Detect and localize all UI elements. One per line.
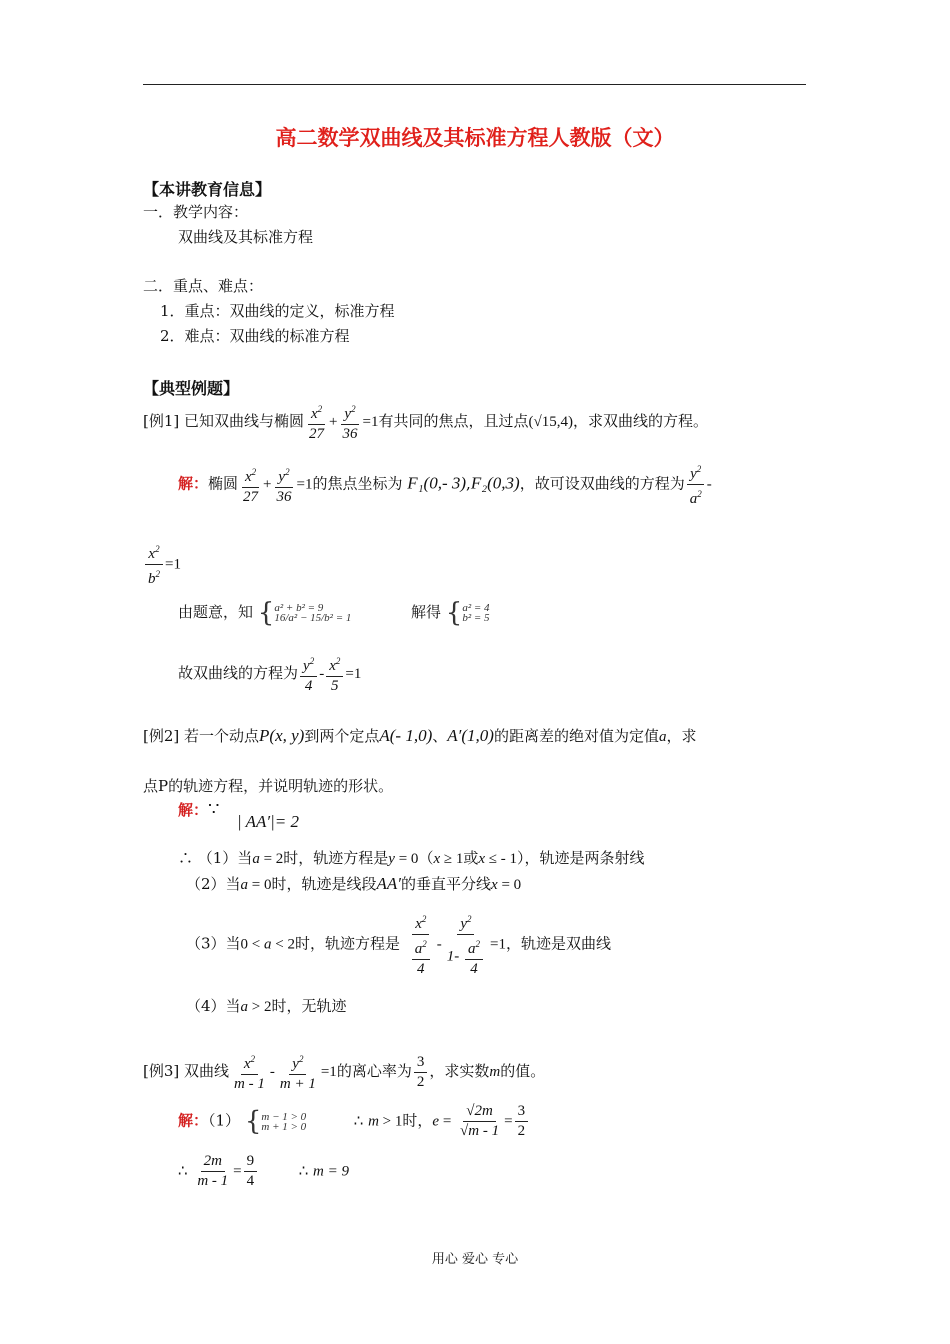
ex2-point-a: A(- 1,0): [379, 726, 433, 745]
ex1-answer: 故双曲线的方程为 $\frac{y^2}{4}$ - $\frac{x^2}{5}$ =1: [178, 652, 361, 696]
item1-label: 一．教学内容：: [143, 203, 249, 221]
ex2-solution-start: [178, 800, 219, 820]
ex1-equation-cont: $\frac{x^2}{b^2}$ =1: [143, 540, 181, 589]
item1-content: 双曲线及其标准方程: [178, 228, 314, 246]
ex1-answer-label: 故双曲线的方程为: [178, 664, 299, 682]
ex1-system-line: [178, 598, 490, 628]
ex3-result: ∴ $\frac{2m}{m - 1}$ = $\frac{9}{4}$ ∴ m = 9: [178, 1153, 349, 1189]
point-2: 2．难点：双曲线的标准方程: [160, 327, 350, 345]
example-1-question: [例1] 已知双曲线与椭圆 $\frac{x^2}{27}$ + $\frac{y^2}{36}$ =1有共同的焦点，且过点(√15,4)，求双曲线的方程。: [143, 400, 708, 444]
ex1-brace-right: {: [445, 598, 463, 628]
section-heading-info: 【本讲教育信息】: [143, 180, 272, 199]
ex1-label: [例1] 已知双曲线与椭圆: [143, 412, 305, 430]
ex3-solution: 解：（1） {m − 1 > 0 m + 1 > 0 ∴ m > 1时，e = $\frac{√2m}{√m - 1}$ = $\frac{3}{2}$: [178, 1102, 530, 1141]
section-heading-examples: 【典型例题】: [143, 379, 240, 398]
because-symbol: ∵: [208, 799, 220, 820]
ex3-answer: m = 9: [313, 1163, 349, 1180]
ex2-tail: 的距离差的绝对值为定值: [493, 727, 659, 745]
ex2-case-1: ∴ （1）当a = 2时，轨迹方程是y = 0（x ≥ 1或x ≤ - 1），轨迹是两条射线: [178, 849, 645, 867]
ex2-aa: | AA′|= 2: [237, 812, 299, 831]
ex2-sol-label: 解：: [178, 801, 209, 819]
top-rule: [143, 84, 806, 85]
ex1-point: (√15,4): [528, 414, 573, 430]
ex1-brace-left: {: [257, 598, 275, 628]
page-title: 高二数学双曲线及其标准方程人教版（文）: [275, 126, 675, 150]
ex2-case-3: （3）当0 < a < 2时，轨迹方程是 $\frac{x^2}{\frac{a^2}{4}}$ - $y^2$ 1- $\frac{a^2}{4}$ =1，轨迹是双曲线: [186, 910, 611, 979]
ex1-solve: 解得: [410, 603, 441, 621]
ex1-sol-label: 解：: [178, 474, 209, 493]
ex3-sol-label: 解：: [178, 1111, 209, 1130]
ex3-system: m − 1 > 0 m + 1 > 0: [261, 1110, 307, 1133]
ex1-system-2: a² = 4 b² = 5: [462, 602, 490, 624]
item2-label: 二．重点、难点：: [143, 277, 264, 295]
ex1-system-1: a² + b² = 9 16/a² − 15/b² = 1: [274, 602, 352, 624]
ex1-sol2: 的焦点坐标为: [312, 474, 403, 493]
ex2-case-4: （4）当a > 2时，无轨迹: [186, 997, 347, 1015]
point-1: 1．重点：双曲线的定义，标准方程: [160, 302, 395, 320]
ex1-sol1: 椭圆: [208, 474, 239, 493]
ex1-f1: F₁(0,- 3): [407, 473, 467, 493]
ex1-mid: 有共同的焦点，且过点: [378, 412, 529, 430]
ex2-line2: 点P的轨迹方程，并说明轨迹的形状。: [143, 777, 394, 795]
ex1-given: 由题意，知: [178, 603, 254, 621]
ex3-label: [例3] 双曲线: [143, 1062, 230, 1080]
example-3-question: [例3] 双曲线 $\frac{x^2}{m - 1}$ - $\frac{y^2}{m + 1}$ =1的离心率为 $\frac{3}{2}$ ，求实数m的值。: [143, 1050, 545, 1094]
ex1-frac-x: $\frac{x^2}{27}$: [306, 400, 327, 444]
ex2-case-2: （2）当a = 0时，轨迹是线段AA′的垂直平分线x = 0: [186, 874, 522, 893]
ex1-f2: F₂(0,3): [470, 473, 520, 493]
ex2-label: [例2] 若一个动点: [143, 727, 260, 745]
ex2-point-p: P(x, y): [259, 726, 305, 745]
ex2-point-a2: A′(1,0): [447, 726, 494, 745]
page-footer: 用心 爱心 专心: [431, 1252, 519, 1267]
ex1-sol3: ，故可设双曲线的方程为: [519, 474, 685, 493]
ex1-tail: ，求双曲线的方程。: [572, 412, 708, 430]
example-2-question: [例2] 若一个动点P(x, y)到两个定点A(- 1,0)、A′(1,0)的距离差的绝对值为定值a，求: [143, 726, 697, 745]
example-1-solution: 解：椭圆 $\frac{x^2}{27}$ + $\frac{y^2}{36}$ =1的焦点坐标为 F₁(0,- 3),F₂(0,3)，故可设双曲线的方程为 $\frac{y^2}{a^2}$ -: [178, 460, 712, 509]
ex2-mid: 到两个定点: [304, 727, 380, 745]
